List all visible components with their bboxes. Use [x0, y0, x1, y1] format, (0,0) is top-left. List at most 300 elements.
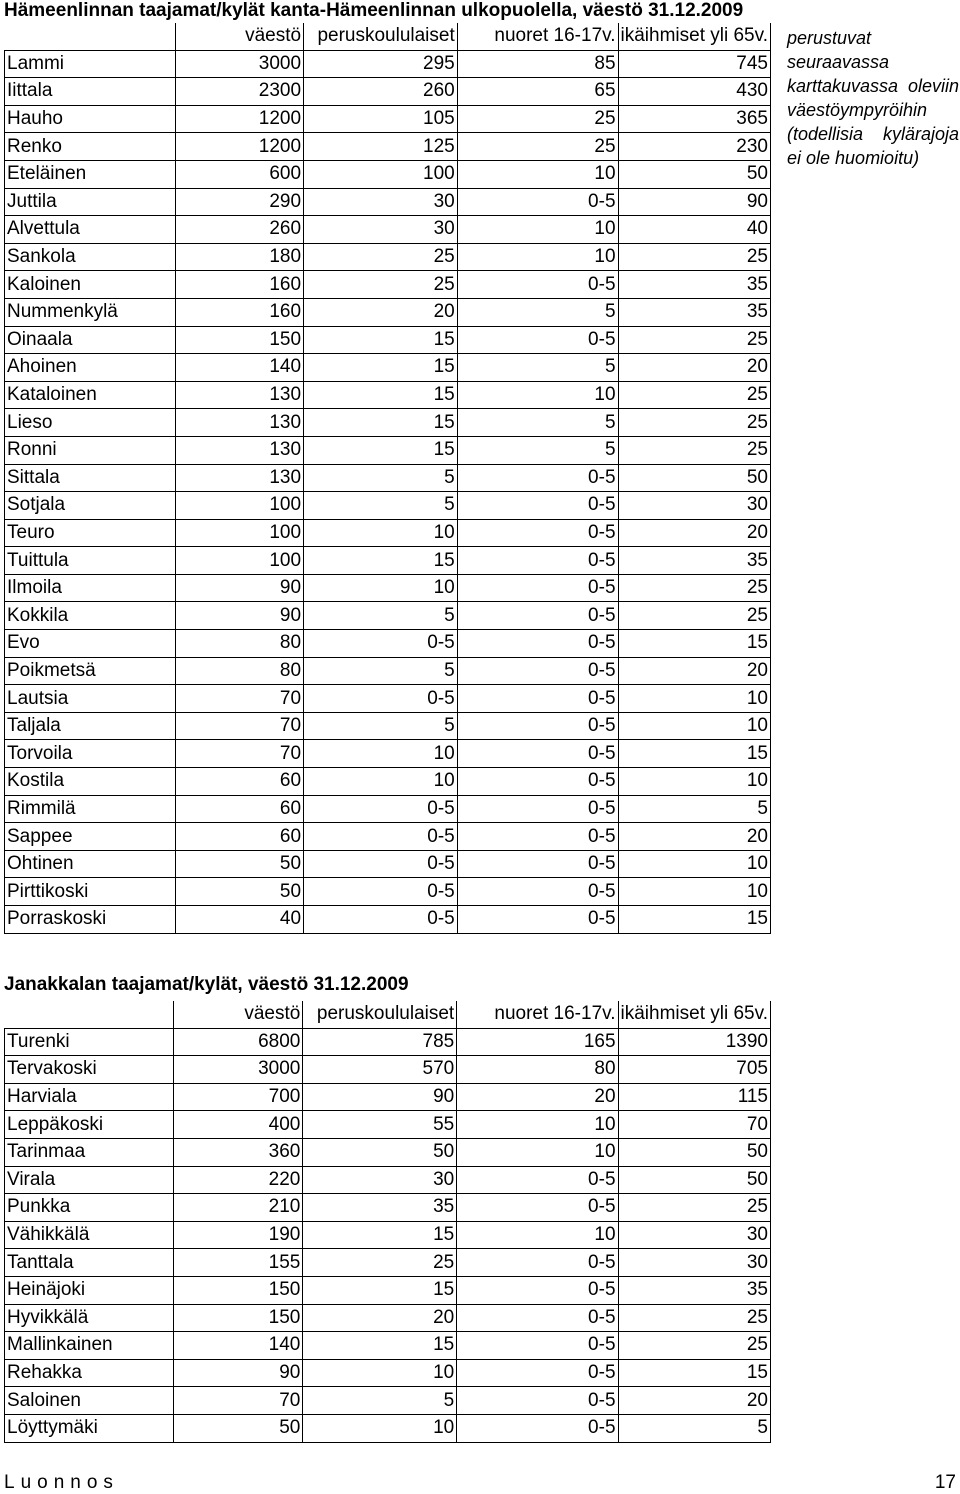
value-cell: 10: [304, 768, 458, 796]
place-name-cell: Lammi: [5, 50, 176, 78]
value-cell: 80: [457, 1056, 618, 1084]
value-cell: 10: [618, 878, 770, 906]
value-cell: 290: [175, 188, 303, 216]
table-row: [5, 1304, 771, 1332]
value-cell: 365: [618, 105, 770, 133]
place-name-cell: Evo: [5, 630, 176, 658]
value-cell: 15: [303, 1276, 457, 1304]
value-cell: 10: [303, 1359, 457, 1387]
value-cell: 10: [457, 1138, 618, 1166]
place-name-cell: Löyttymäki: [5, 1414, 174, 1442]
place-name-cell: Ronni: [5, 436, 176, 464]
value-cell: 15: [304, 381, 458, 409]
table-row: [5, 1194, 771, 1222]
place-name-cell: Heinäjoki: [5, 1276, 174, 1304]
place-name-cell: Saloinen: [5, 1387, 174, 1415]
table-row: [5, 298, 771, 326]
value-cell: 600: [175, 160, 303, 188]
value-cell: 30: [303, 1166, 457, 1194]
value-cell: 10: [457, 1221, 618, 1249]
value-cell: 230: [618, 133, 770, 161]
value-cell: 70: [175, 712, 303, 740]
value-cell: 100: [175, 519, 303, 547]
value-cell: 90: [175, 574, 303, 602]
column-header: nuoret 16-17v.: [457, 1001, 618, 1028]
place-name-cell: Sittala: [5, 464, 176, 492]
value-cell: 360: [173, 1138, 302, 1166]
value-cell: 25: [618, 436, 770, 464]
value-cell: 10: [618, 850, 770, 878]
place-name-cell: Kostila: [5, 768, 176, 796]
value-cell: 0-5: [457, 326, 618, 354]
place-name-cell: Lautsia: [5, 685, 176, 713]
table-row: [5, 850, 771, 878]
value-cell: 100: [175, 492, 303, 520]
value-cell: 1390: [618, 1028, 770, 1056]
value-cell: 0-5: [457, 271, 618, 299]
value-cell: 15: [303, 1221, 457, 1249]
place-name-cell: Nummenkylä: [5, 298, 176, 326]
value-cell: 5: [303, 1387, 457, 1415]
table-row: [5, 1221, 771, 1249]
table-row: [5, 133, 771, 161]
value-cell: 15: [618, 1359, 770, 1387]
table-row: [5, 1028, 771, 1056]
table-row: [5, 1083, 771, 1111]
value-cell: 0-5: [457, 464, 618, 492]
place-name-cell: Kaloinen: [5, 271, 176, 299]
place-name-cell: Punkka: [5, 1194, 174, 1222]
table-row: [5, 823, 771, 851]
header-row: [5, 1001, 771, 1028]
value-cell: 80: [175, 630, 303, 658]
value-cell: 0-5: [457, 1387, 618, 1415]
value-cell: 260: [304, 78, 458, 106]
place-name-cell: Ilmoila: [5, 574, 176, 602]
value-cell: 210: [173, 1194, 302, 1222]
value-cell: 15: [304, 354, 458, 382]
table-row: [5, 906, 771, 934]
place-name-cell: Hyvikkälä: [5, 1304, 174, 1332]
header-row: [5, 23, 771, 50]
value-cell: 70: [175, 685, 303, 713]
value-cell: 3000: [175, 50, 303, 78]
place-name-cell: Sankola: [5, 243, 176, 271]
value-cell: 0-5: [457, 685, 618, 713]
table-row: [5, 574, 771, 602]
value-cell: 155: [173, 1249, 302, 1277]
place-name-cell: Turenki: [5, 1028, 174, 1056]
value-cell: 0-5: [304, 850, 458, 878]
value-cell: 20: [457, 1083, 618, 1111]
value-cell: 0-5: [457, 1414, 618, 1442]
value-cell: 0-5: [304, 685, 458, 713]
value-cell: 745: [618, 50, 770, 78]
value-cell: 5: [304, 657, 458, 685]
value-cell: 10: [618, 685, 770, 713]
place-name-cell: Ahoinen: [5, 354, 176, 382]
place-name-cell: Renko: [5, 133, 176, 161]
value-cell: 5: [457, 409, 618, 437]
table-row: [5, 243, 771, 271]
table-row: [5, 78, 771, 106]
table-row: [5, 1166, 771, 1194]
column-header: [5, 1001, 174, 1028]
table-row: [5, 436, 771, 464]
value-cell: 0-5: [457, 850, 618, 878]
value-cell: 25: [304, 243, 458, 271]
value-cell: 165: [457, 1028, 618, 1056]
value-cell: 0-5: [304, 878, 458, 906]
value-cell: 700: [173, 1083, 302, 1111]
value-cell: 570: [303, 1056, 457, 1084]
table-hameenlinna: [4, 23, 771, 934]
table-row: [5, 105, 771, 133]
value-cell: 785: [303, 1028, 457, 1056]
value-cell: 20: [618, 354, 770, 382]
value-cell: 100: [304, 160, 458, 188]
column-header: [5, 23, 176, 50]
value-cell: 25: [618, 243, 770, 271]
place-name-cell: Rehakka: [5, 1359, 174, 1387]
value-cell: 5: [457, 354, 618, 382]
value-cell: 15: [304, 547, 458, 575]
table-row: [5, 271, 771, 299]
value-cell: 10: [304, 574, 458, 602]
value-cell: 10: [457, 1111, 618, 1139]
place-name-cell: Teuro: [5, 519, 176, 547]
value-cell: 70: [173, 1387, 302, 1415]
table-row: [5, 712, 771, 740]
value-cell: 50: [618, 160, 770, 188]
value-cell: 0-5: [457, 1249, 618, 1277]
value-cell: 15: [304, 326, 458, 354]
value-cell: 0-5: [457, 795, 618, 823]
column-header: väestö: [175, 23, 303, 50]
column-header: ikäihmiset yli 65v.: [618, 1001, 770, 1028]
value-cell: 40: [618, 216, 770, 244]
table-row: [5, 492, 771, 520]
place-name-cell: Virala: [5, 1166, 174, 1194]
table-row: [5, 878, 771, 906]
value-cell: 25: [618, 1332, 770, 1360]
value-cell: 6800: [173, 1028, 302, 1056]
place-name-cell: Mallinkainen: [5, 1332, 174, 1360]
value-cell: 0-5: [457, 878, 618, 906]
place-name-cell: Lieso: [5, 409, 176, 437]
value-cell: 50: [618, 1138, 770, 1166]
table-row: [5, 1138, 771, 1166]
value-cell: 150: [173, 1276, 302, 1304]
value-cell: 50: [303, 1138, 457, 1166]
place-name-cell: Alvettula: [5, 216, 176, 244]
table-row: [5, 216, 771, 244]
value-cell: 400: [173, 1111, 302, 1139]
section2-title: Janakkalan taajamat/kylät, väestö 31.12.2009: [4, 974, 409, 995]
place-name-cell: Kataloinen: [5, 381, 176, 409]
place-name-cell: Torvoila: [5, 740, 176, 768]
value-cell: 10: [303, 1414, 457, 1442]
value-cell: 25: [618, 1194, 770, 1222]
value-cell: 15: [618, 630, 770, 658]
value-cell: 20: [618, 1387, 770, 1415]
column-header: peruskoululaiset: [303, 1001, 457, 1028]
value-cell: 0-5: [304, 630, 458, 658]
table-row: [5, 1332, 771, 1360]
table-row: [5, 381, 771, 409]
table-row: [5, 1056, 771, 1084]
table-row: [5, 795, 771, 823]
value-cell: 5: [304, 464, 458, 492]
value-cell: 10: [457, 243, 618, 271]
table-janakkala: [4, 1001, 771, 1443]
table-row: [5, 50, 771, 78]
value-cell: 20: [618, 823, 770, 851]
table-row: [5, 1111, 771, 1139]
table-row: [5, 326, 771, 354]
value-cell: 3000: [173, 1056, 302, 1084]
value-cell: 15: [304, 409, 458, 437]
column-header: peruskoululaiset: [304, 23, 458, 50]
value-cell: 55: [303, 1111, 457, 1139]
place-name-cell: Leppäkoski: [5, 1111, 174, 1139]
value-cell: 35: [303, 1194, 457, 1222]
value-cell: 0-5: [457, 1359, 618, 1387]
value-cell: 25: [618, 381, 770, 409]
value-cell: 60: [175, 823, 303, 851]
value-cell: 25: [618, 326, 770, 354]
value-cell: 130: [175, 381, 303, 409]
value-cell: 0-5: [457, 519, 618, 547]
value-cell: 65: [457, 78, 618, 106]
value-cell: 60: [175, 795, 303, 823]
value-cell: 70: [618, 1111, 770, 1139]
table-row: [5, 657, 771, 685]
table-row: [5, 602, 771, 630]
value-cell: 0-5: [457, 492, 618, 520]
value-cell: 0-5: [457, 547, 618, 575]
place-name-cell: Porraskoski: [5, 906, 176, 934]
value-cell: 15: [303, 1332, 457, 1360]
value-cell: 30: [304, 188, 458, 216]
value-cell: 0-5: [457, 1332, 618, 1360]
value-cell: 1200: [175, 105, 303, 133]
value-cell: 0-5: [457, 768, 618, 796]
value-cell: 125: [304, 133, 458, 161]
value-cell: 35: [618, 298, 770, 326]
value-cell: 220: [173, 1166, 302, 1194]
value-cell: 130: [175, 464, 303, 492]
value-cell: 0-5: [457, 188, 618, 216]
value-cell: 20: [618, 657, 770, 685]
value-cell: 90: [303, 1083, 457, 1111]
value-cell: 260: [175, 216, 303, 244]
page-number: 17: [934, 1472, 956, 1493]
table-row: [5, 685, 771, 713]
value-cell: 5: [457, 436, 618, 464]
value-cell: 140: [175, 354, 303, 382]
footer-draft-label: Luonnos: [4, 1472, 119, 1493]
value-cell: 25: [618, 409, 770, 437]
value-cell: 0-5: [457, 602, 618, 630]
value-cell: 25: [457, 133, 618, 161]
section1-title: Hämeenlinnan taajamat/kylät kanta-Hämeenlinnan ulkopuolella, väestö 31.12.2009: [4, 0, 744, 21]
value-cell: 105: [304, 105, 458, 133]
table-row: [5, 1359, 771, 1387]
place-name-cell: Oinaala: [5, 326, 176, 354]
value-cell: 295: [304, 50, 458, 78]
value-cell: 35: [618, 1276, 770, 1304]
value-cell: 0-5: [457, 823, 618, 851]
value-cell: 10: [618, 712, 770, 740]
value-cell: 30: [618, 1249, 770, 1277]
table-row: [5, 547, 771, 575]
value-cell: 430: [618, 78, 770, 106]
value-cell: 5: [304, 602, 458, 630]
value-cell: 160: [175, 271, 303, 299]
table-row: [5, 740, 771, 768]
value-cell: 10: [457, 381, 618, 409]
value-cell: 115: [618, 1083, 770, 1111]
value-cell: 15: [618, 740, 770, 768]
place-name-cell: Tanttala: [5, 1249, 174, 1277]
value-cell: 90: [618, 188, 770, 216]
value-cell: 25: [618, 1304, 770, 1332]
value-cell: 0-5: [457, 630, 618, 658]
value-cell: 0-5: [457, 1194, 618, 1222]
value-cell: 90: [175, 602, 303, 630]
value-cell: 25: [304, 271, 458, 299]
value-cell: 25: [618, 602, 770, 630]
value-cell: 0-5: [457, 574, 618, 602]
table-row: [5, 160, 771, 188]
value-cell: 30: [304, 216, 458, 244]
value-cell: 150: [175, 326, 303, 354]
value-cell: 10: [304, 740, 458, 768]
place-name-cell: Vähikkälä: [5, 1221, 174, 1249]
value-cell: 15: [304, 436, 458, 464]
place-name-cell: Rimmilä: [5, 795, 176, 823]
value-cell: 25: [457, 105, 618, 133]
place-name-cell: Eteläinen: [5, 160, 176, 188]
place-name-cell: Sappee: [5, 823, 176, 851]
value-cell: 25: [618, 574, 770, 602]
value-cell: 160: [175, 298, 303, 326]
value-cell: 25: [303, 1249, 457, 1277]
value-cell: 0-5: [304, 823, 458, 851]
value-cell: 130: [175, 409, 303, 437]
value-cell: 30: [618, 1221, 770, 1249]
value-cell: 30: [618, 492, 770, 520]
value-cell: 35: [618, 271, 770, 299]
table-row: [5, 630, 771, 658]
table-row: [5, 1387, 771, 1415]
value-cell: 5: [304, 492, 458, 520]
value-cell: 0-5: [457, 657, 618, 685]
value-cell: 50: [175, 850, 303, 878]
value-cell: 5: [618, 795, 770, 823]
value-cell: 10: [457, 160, 618, 188]
value-cell: 0-5: [457, 1166, 618, 1194]
value-cell: 10: [457, 216, 618, 244]
value-cell: 130: [175, 436, 303, 464]
column-header: nuoret 16-17v.: [457, 23, 618, 50]
place-name-cell: Taljala: [5, 712, 176, 740]
column-header: ikäihmiset yli 65v.: [618, 23, 770, 50]
value-cell: 0-5: [457, 1276, 618, 1304]
place-name-cell: Tarinmaa: [5, 1138, 174, 1166]
value-cell: 0-5: [457, 712, 618, 740]
note-text: perustuvat seuraavassa karttakuvassa oleviin väestöympyröihin (todellisia kylärajoja ei ole huomioitu): [787, 28, 959, 168]
value-cell: 90: [173, 1359, 302, 1387]
place-name-cell: Iittala: [5, 78, 176, 106]
table-row: [5, 1414, 771, 1442]
value-cell: 5: [457, 298, 618, 326]
place-name-cell: Pirttikoski: [5, 878, 176, 906]
value-cell: 20: [303, 1304, 457, 1332]
value-cell: 190: [173, 1221, 302, 1249]
value-cell: 0-5: [304, 795, 458, 823]
value-cell: 50: [618, 464, 770, 492]
value-cell: 140: [173, 1332, 302, 1360]
table-row: [5, 354, 771, 382]
table-row: [5, 409, 771, 437]
place-name-cell: Harviala: [5, 1083, 174, 1111]
value-cell: 0-5: [457, 1304, 618, 1332]
value-cell: 50: [175, 878, 303, 906]
column-header: väestö: [173, 1001, 302, 1028]
value-cell: 150: [173, 1304, 302, 1332]
place-name-cell: Poikmetsä: [5, 657, 176, 685]
value-cell: 0-5: [457, 740, 618, 768]
value-cell: 85: [457, 50, 618, 78]
value-cell: 705: [618, 1056, 770, 1084]
value-cell: 50: [618, 1166, 770, 1194]
table-row: [5, 188, 771, 216]
value-cell: 2300: [175, 78, 303, 106]
place-name-cell: Sotjala: [5, 492, 176, 520]
value-cell: 10: [304, 519, 458, 547]
value-cell: 50: [173, 1414, 302, 1442]
value-cell: 0-5: [304, 906, 458, 934]
table-row: [5, 464, 771, 492]
place-name-cell: Tervakoski: [5, 1056, 174, 1084]
value-cell: 100: [175, 547, 303, 575]
place-name-cell: Hauho: [5, 105, 176, 133]
value-cell: 0-5: [457, 906, 618, 934]
value-cell: 60: [175, 768, 303, 796]
table-row: [5, 768, 771, 796]
value-cell: 80: [175, 657, 303, 685]
table-row: [5, 1276, 771, 1304]
value-cell: 10: [618, 768, 770, 796]
value-cell: 20: [618, 519, 770, 547]
place-name-cell: Kokkila: [5, 602, 176, 630]
value-cell: 15: [618, 906, 770, 934]
value-cell: 180: [175, 243, 303, 271]
place-name-cell: Ohtinen: [5, 850, 176, 878]
table-row: [5, 1249, 771, 1277]
table-row: [5, 519, 771, 547]
value-cell: 20: [304, 298, 458, 326]
value-cell: 1200: [175, 133, 303, 161]
place-name-cell: Juttila: [5, 188, 176, 216]
value-cell: 35: [618, 547, 770, 575]
value-cell: 5: [618, 1414, 770, 1442]
value-cell: 5: [304, 712, 458, 740]
place-name-cell: Tuittula: [5, 547, 176, 575]
value-cell: 40: [175, 906, 303, 934]
